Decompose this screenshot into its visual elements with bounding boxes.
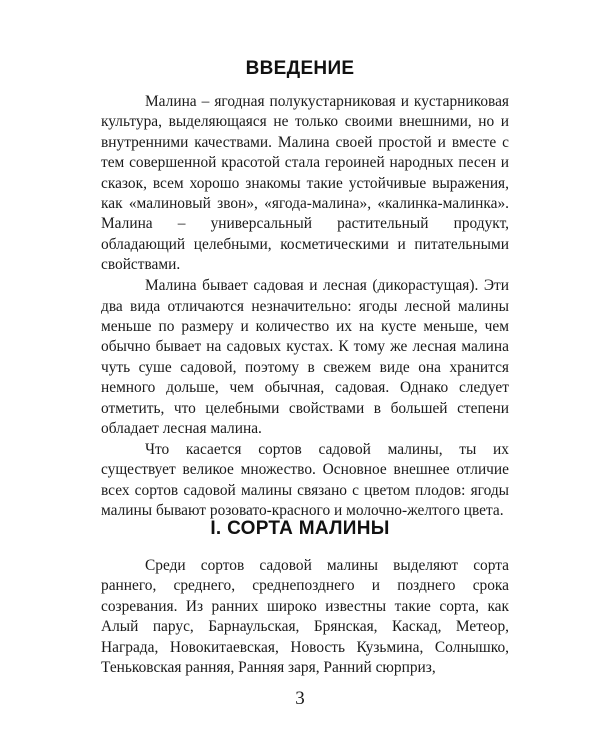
paragraph: Малина – ягодная полукустарниковая и кустарниковая культура, выделяющаяся не только своими внешними, но и внутренними качествами. Малина своей простой и вместе с тем совершенной красотой стала героиней народных песен и сказок, всем хорошо знакомы такие устойчивые выражения, как «малиновый звон», «ягода-малина», «калинка-малинка». Малина – универсальный растительный продукт, обладающий целебными, косметическими и питательными свойствами. [101,93,509,274]
paragraph: Что касается сортов садовой малины, ты их существует великое множество. Основное внешнее отличие всех сортов садовой малины связано с цветом плодов: ягоды малины бывают розовато-красного и молочно-желтого цвета. [101,440,509,520]
varieties-text [101,556,509,678]
section-title-introduction: ВВЕДЕНИЕ [245,58,355,79]
paragraph: Среди сортов садовой малины выделяют сорта раннего, среднего, среднепозднего и позднего срока созревания. Из ранних широко известны такие сорта, как Алый парус, Барнаульская, Брянская, Каскад, Метеор, Награда, Новокитаевская, Новость Кузьмина, Солнышко, Теньковская ранняя, Ранняя заря, Ранний сюрприз, [101,557,509,677]
paragraph: Малина бывает садовая и лесная (дикорастущая). Эти два вида отличаются незначительно: ягоды лесной малины меньше по размеру и количество их на кусте меньше, чем обычно бывает на садовых кустах. К тому же лесная малина чуть суше садовой, поэтому в свежем виде она хранится немного дольше, чем обычная, садовая. Однако следует отметить, что целебными свойствами в большей степени обладает лесная малина. [101,277,509,437]
introduction-text [101,92,509,522]
section-title-varieties: I. СОРТА МАЛИНЫ [210,518,390,539]
page-number: 3 [295,688,305,709]
